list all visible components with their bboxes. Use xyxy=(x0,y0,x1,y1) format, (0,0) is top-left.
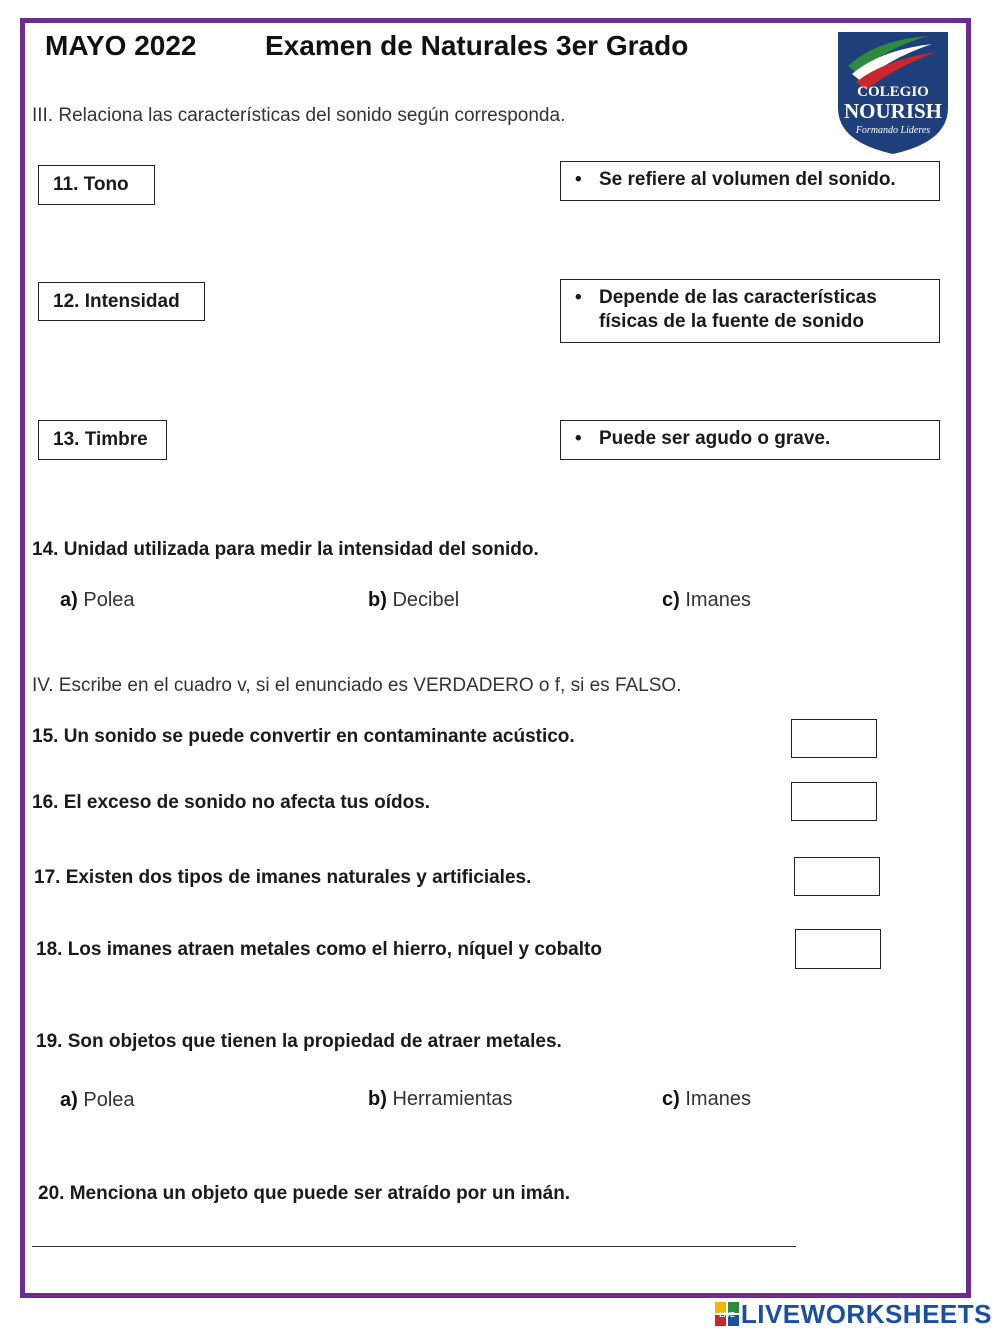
statement-18: 18. Los imanes atraen metales como el hierro, níquel y cobalto xyxy=(36,939,602,960)
statement-16: 16. El exceso de sonido no afecta tus oídos. xyxy=(32,792,431,813)
logo-line3: Formando Líderes xyxy=(855,125,931,136)
definition-text-line2: físicas de la fuente de sonido xyxy=(599,311,865,332)
answer-box-17[interactable] xyxy=(794,857,880,896)
q19-option-a[interactable] xyxy=(60,1089,135,1112)
option-text: Decibel xyxy=(392,589,460,611)
definition-text: Puede ser agudo o grave. xyxy=(599,428,831,449)
option-text: Polea xyxy=(83,1089,135,1111)
definition-text-line1: Depende de las características xyxy=(599,287,877,308)
liveworksheets-brand xyxy=(715,1300,992,1328)
q14-option-a[interactable] xyxy=(60,589,135,612)
logo-line1: COLEGIO xyxy=(857,84,929,100)
answer-box-18[interactable] xyxy=(795,929,881,969)
answer-line-20[interactable] xyxy=(32,1246,796,1247)
section3-instruction: III. Relaciona las características del sonido según corresponda. xyxy=(32,105,566,126)
option-letter: b) xyxy=(368,1088,387,1110)
definition-box-3[interactable] xyxy=(560,420,940,460)
option-letter: a) xyxy=(60,589,78,611)
q19-option-b[interactable] xyxy=(368,1088,513,1111)
q14-option-b[interactable] xyxy=(368,589,459,612)
statement-15: 15. Un sonido se puede convertir en contaminante acústico. xyxy=(32,726,575,747)
definition-text: Se refiere al volumen del sonido. xyxy=(599,169,896,190)
option-letter: c) xyxy=(662,1088,680,1110)
option-text: Polea xyxy=(83,589,135,611)
definition-box-2[interactable] xyxy=(560,279,940,343)
question-20: 20. Menciona un objeto que puede ser atraído por un imán. xyxy=(38,1183,571,1204)
badge-text: LIVE xyxy=(719,1312,735,1319)
question-19: 19. Son objetos que tienen la propiedad de atraer metales. xyxy=(36,1031,562,1052)
option-letter: a) xyxy=(60,1089,78,1111)
answer-box-16[interactable] xyxy=(791,782,877,821)
section4-instruction: IV. Escribe en el cuadro v, si el enunciado es VERDADERO o f, si es FALSO. xyxy=(32,675,682,696)
option-text: Imanes xyxy=(685,1088,751,1110)
brand-text: LIVEWORKSHEETS xyxy=(740,1298,992,1329)
option-text: Herramientas xyxy=(392,1088,513,1110)
bullet-icon: • xyxy=(575,287,582,308)
statement-17: 17. Existen dos tipos de imanes naturales y artificiales. xyxy=(34,867,532,888)
term-box-tono[interactable]: 11. Tono xyxy=(38,165,155,205)
option-letter: b) xyxy=(368,589,387,611)
liveworksheets-badge-icon xyxy=(715,1302,739,1326)
bullet-icon: • xyxy=(575,169,582,190)
exam-title: Examen de Naturales 3er Grado xyxy=(265,30,689,61)
logo-line2: NOURISH xyxy=(843,99,943,123)
term-box-intensidad[interactable]: 12. Intensidad xyxy=(38,282,205,321)
option-letter: c) xyxy=(662,589,680,611)
answer-box-15[interactable] xyxy=(791,719,877,758)
q14-option-c[interactable] xyxy=(662,589,751,612)
definition-box-1[interactable] xyxy=(560,161,940,201)
school-logo xyxy=(836,30,950,156)
q19-option-c[interactable] xyxy=(662,1088,751,1111)
option-text: Imanes xyxy=(685,589,751,611)
exam-month: MAYO 2022 xyxy=(45,30,197,61)
question-14: 14. Unidad utilizada para medir la intensidad del sonido. xyxy=(32,539,539,560)
term-box-timbre[interactable]: 13. Timbre xyxy=(38,420,167,460)
bullet-icon: • xyxy=(575,428,582,449)
